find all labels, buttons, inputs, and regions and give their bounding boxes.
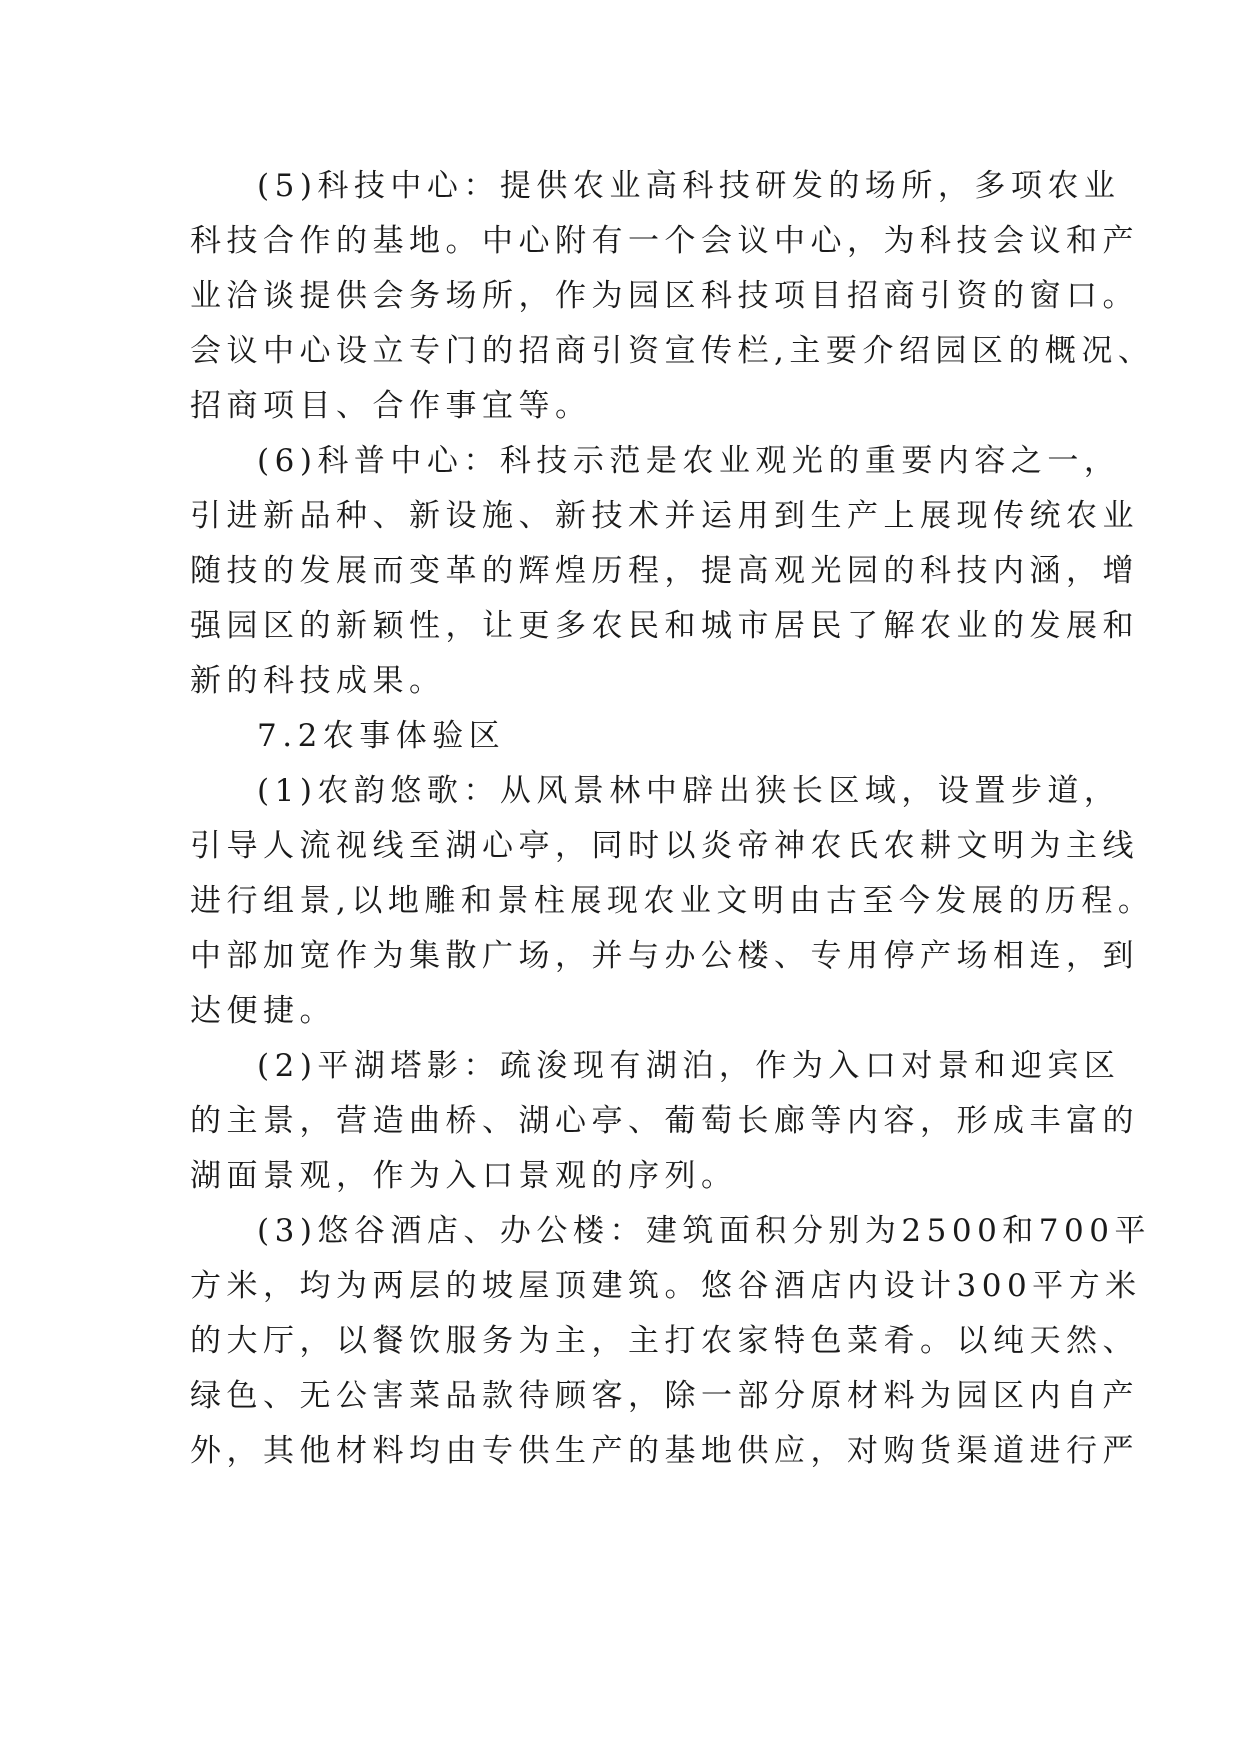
paragraph-3-line-1: (3)悠谷酒店、办公楼：建筑面积分别为2500和700平 (257, 1213, 1151, 1249)
paragraph-6-line-3: 随技的发展而变革的辉煌历程，提高观光园的科技内涵，增 (190, 553, 1139, 589)
paragraph-1-line-4: 中部加宽作为集散广场，并与办公楼、专用停产场相连，到 (190, 938, 1139, 974)
paragraph-5-line-2: 科技合作的基地。中心附有一个会议中心，为科技会议和产 (190, 223, 1139, 259)
paragraph-1-line-1: (1)农韵悠歌：从风景林中辟出狭长区域，设置步道， (257, 773, 1121, 809)
paragraph-3-line-3: 的大厅，以餐饮服务为主，主打农家特色菜肴。以纯天然、 (190, 1323, 1139, 1359)
paragraph-5-line-1: (5)科技中心：提供农业高科技研发的场所，多项农业 (257, 168, 1121, 204)
paragraph-6-line-4: 强园区的新颖性，让更多农民和城市居民了解农业的发展和 (190, 608, 1139, 644)
paragraph-1-line-2: 引导人流视线至湖心亭，同时以炎帝神农氏农耕文明为主线 (190, 828, 1139, 864)
paragraph-2-line-3: 湖面景观，作为入口景观的序列。 (190, 1158, 738, 1194)
paragraph-1-line-5: 达便捷。 (190, 993, 336, 1029)
paragraph-5-line-3: 业洽谈提供会务场所，作为园区科技项目招商引资的窗口。 (190, 278, 1139, 314)
paragraph-5-line-5: 招商项目、合作事宜等。 (190, 388, 592, 424)
paragraph-2-line-1: (2)平湖塔影：疏浚现有湖泊，作为入口对景和迎宾区 (257, 1048, 1121, 1084)
paragraph-3-line-4: 绿色、无公害菜品款待顾客，除一部分原材料为园区内自产 (190, 1378, 1139, 1414)
paragraph-3-line-2: 方米，均为两层的坡屋顶建筑。悠谷酒店内设计300平方米 (190, 1268, 1142, 1304)
paragraph-6-line-1: (6)科普中心：科技示范是农业观光的重要内容之一， (257, 443, 1121, 479)
paragraph-3-line-5: 外，其他材料均由专供生产的基地供应，对购货渠道进行严 (190, 1433, 1139, 1469)
paragraph-6-line-2: 引进新品种、新设施、新技术并运用到生产上展现传统农业 (190, 498, 1139, 534)
paragraph-6-line-5: 新的科技成果。 (190, 663, 446, 699)
paragraph-2-line-2: 的主景，营造曲桥、湖心亭、葡萄长廊等内容，形成丰富的 (190, 1103, 1139, 1139)
paragraph-5-line-4: 会议中心设立专门的招商引资宣传栏,主要介绍园区的概况、 (190, 333, 1155, 369)
section-heading-7-2: 7.2农事体验区 (257, 718, 506, 754)
paragraph-1-line-3: 进行组景,以地雕和景柱展现农业文明由古至今发展的历程。 (190, 883, 1155, 919)
